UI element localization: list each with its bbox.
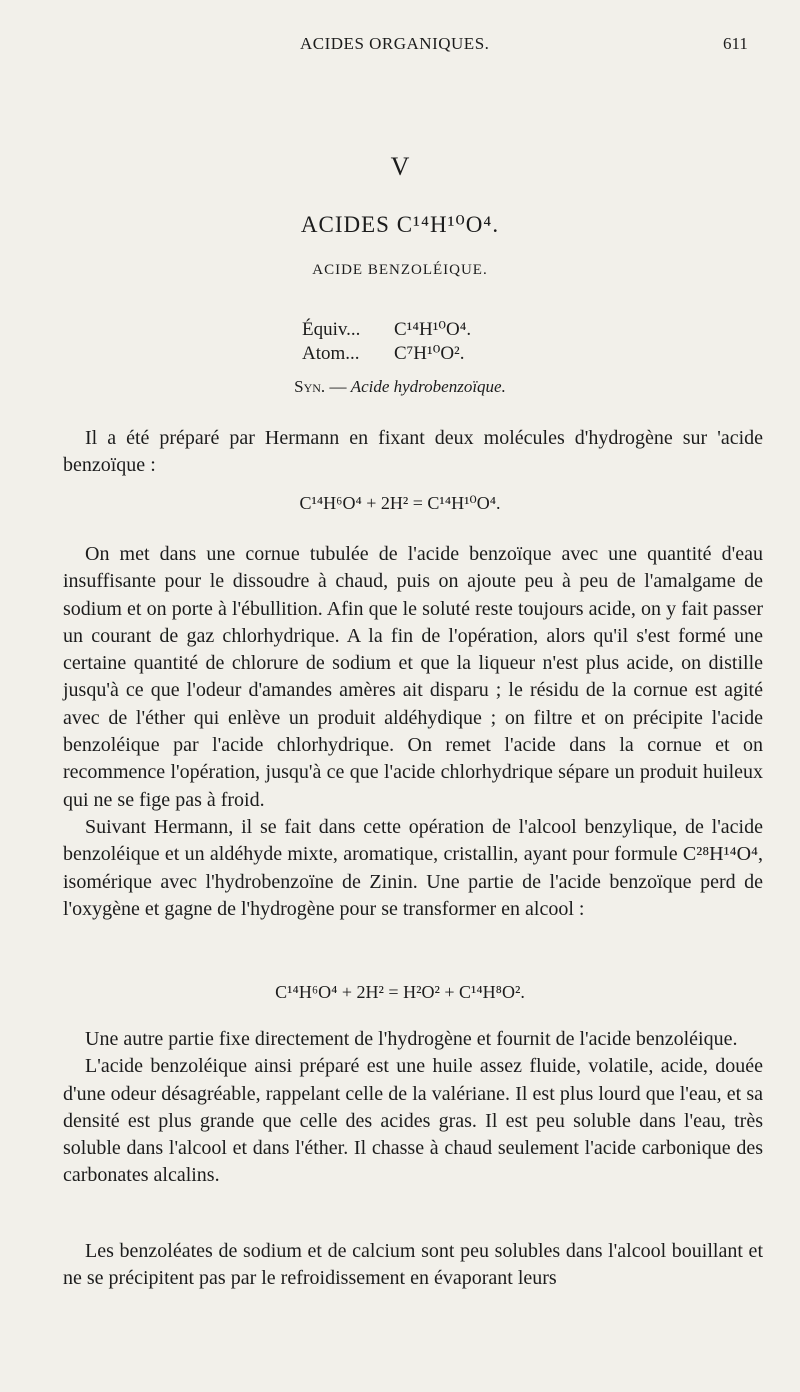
paragraph-1 [63,425,763,480]
atom-value: C⁷H¹⁰O². [394,343,465,364]
formula-1: C¹⁴H⁶O⁴ + 2H² = C¹⁴H¹⁰O⁴. [299,493,501,513]
page-number: 611 [723,34,748,53]
equiv-label: Équiv... [302,319,361,340]
equiv-row [302,318,471,342]
synonym-dash: — [325,377,351,396]
section-title: ACIDES C¹⁴H¹⁰O⁴. [300,212,500,237]
formula-equivalents [302,318,471,366]
paragraph-group-4 [63,1026,763,1190]
running-header [0,34,800,58]
paragraph-6: Les benzoléates de sodium et de calcium sont peu solubles dans l'alcool bouillant et ne se précipitent pas par le refroidissement en évaporant leurs [63,1240,763,1290]
compound-title: ACIDE BENZOLÉIQUE. [312,262,488,278]
running-title: ACIDES ORGANIQUES. [300,34,490,53]
equiv-value: C¹⁴H¹⁰O⁴. [394,319,472,340]
chapter-number: V [390,152,410,181]
synonym-line [0,377,800,397]
formula-2: C¹⁴H⁶O⁴ + 2H² = H²O² + C¹⁴H⁸O². [275,982,525,1002]
paragraph-5: L'acide benzoléique ainsi préparé est une huile assez fluide, volatile, acide, douée d'une odeur désagréable, rappelant celle de la valériane. Il est plus lourd que l'eau, et sa densité est plus grande que celle des acides gras. Il est peu soluble dans l'eau, très soluble dans l'alcool et dans l'éther. Il chasse à chaud seulement l'acide carbonique des carbonates alcalins. [63,1055,763,1187]
paragraph-text: Il a été préparé par Hermann en fixant deux molécules d'hydrogène sur 'acide benzoïque : [63,427,763,477]
paragraph-4: Une autre partie fixe directement de l'hydrogène et fournit de l'acide benzoléique. [85,1028,738,1050]
atom-label: Atom... [302,343,360,364]
paragraph-3: Suivant Hermann, il se fait dans cette opération de l'alcool benzylique, de l'acide benzoléique et un aldéhyde mixte, aromatique, cristallin, ayant pour formule C²⁸H¹⁴O⁴, isomérique avec l'hydrobenzoïne de Zinin. Une partie de l'acide benzoïque perd de l'oxygène et gagne de l'hydrogène pour se transformer en alcool : [63,815,763,920]
synonym-value: Acide hydrobenzoïque. [350,377,506,396]
equiv-row [302,342,471,366]
paragraph-group-6 [63,1238,763,1293]
paragraph-group-2 [63,541,763,923]
synonym-label: Syn. [294,377,326,396]
paragraph-2: On met dans une cornue tubulée de l'acide benzoïque avec une quantité d'eau insuffisante pour le dissoudre à chaud, puis on ajoute peu à peu de l'amalgame de sodium et on porte à l'ébullition. Afin que le soluté reste toujours acide, on y fait passer un courant de gaz chlorhydrique. A la fin de l'opération, alors qu'il s'est formé une certaine quantité de chlorure de sodium et que la liqueur n'est plus acide, on distille jusqu'à ce que l'odeur d'amandes amères ait disparu ; le résidu de la cornue est agité avec de l'éther qui enlève un produit aldéhydique ; on filtre et on précipite l'acide benzoléique par l'acide chlorhydrique. On remet l'acide dans la cornue et on recommence l'opération, jusqu'à ce que l'acide chlorhydrique sépare un produit huileux qui ne se fige pas à froid. [63,543,763,811]
